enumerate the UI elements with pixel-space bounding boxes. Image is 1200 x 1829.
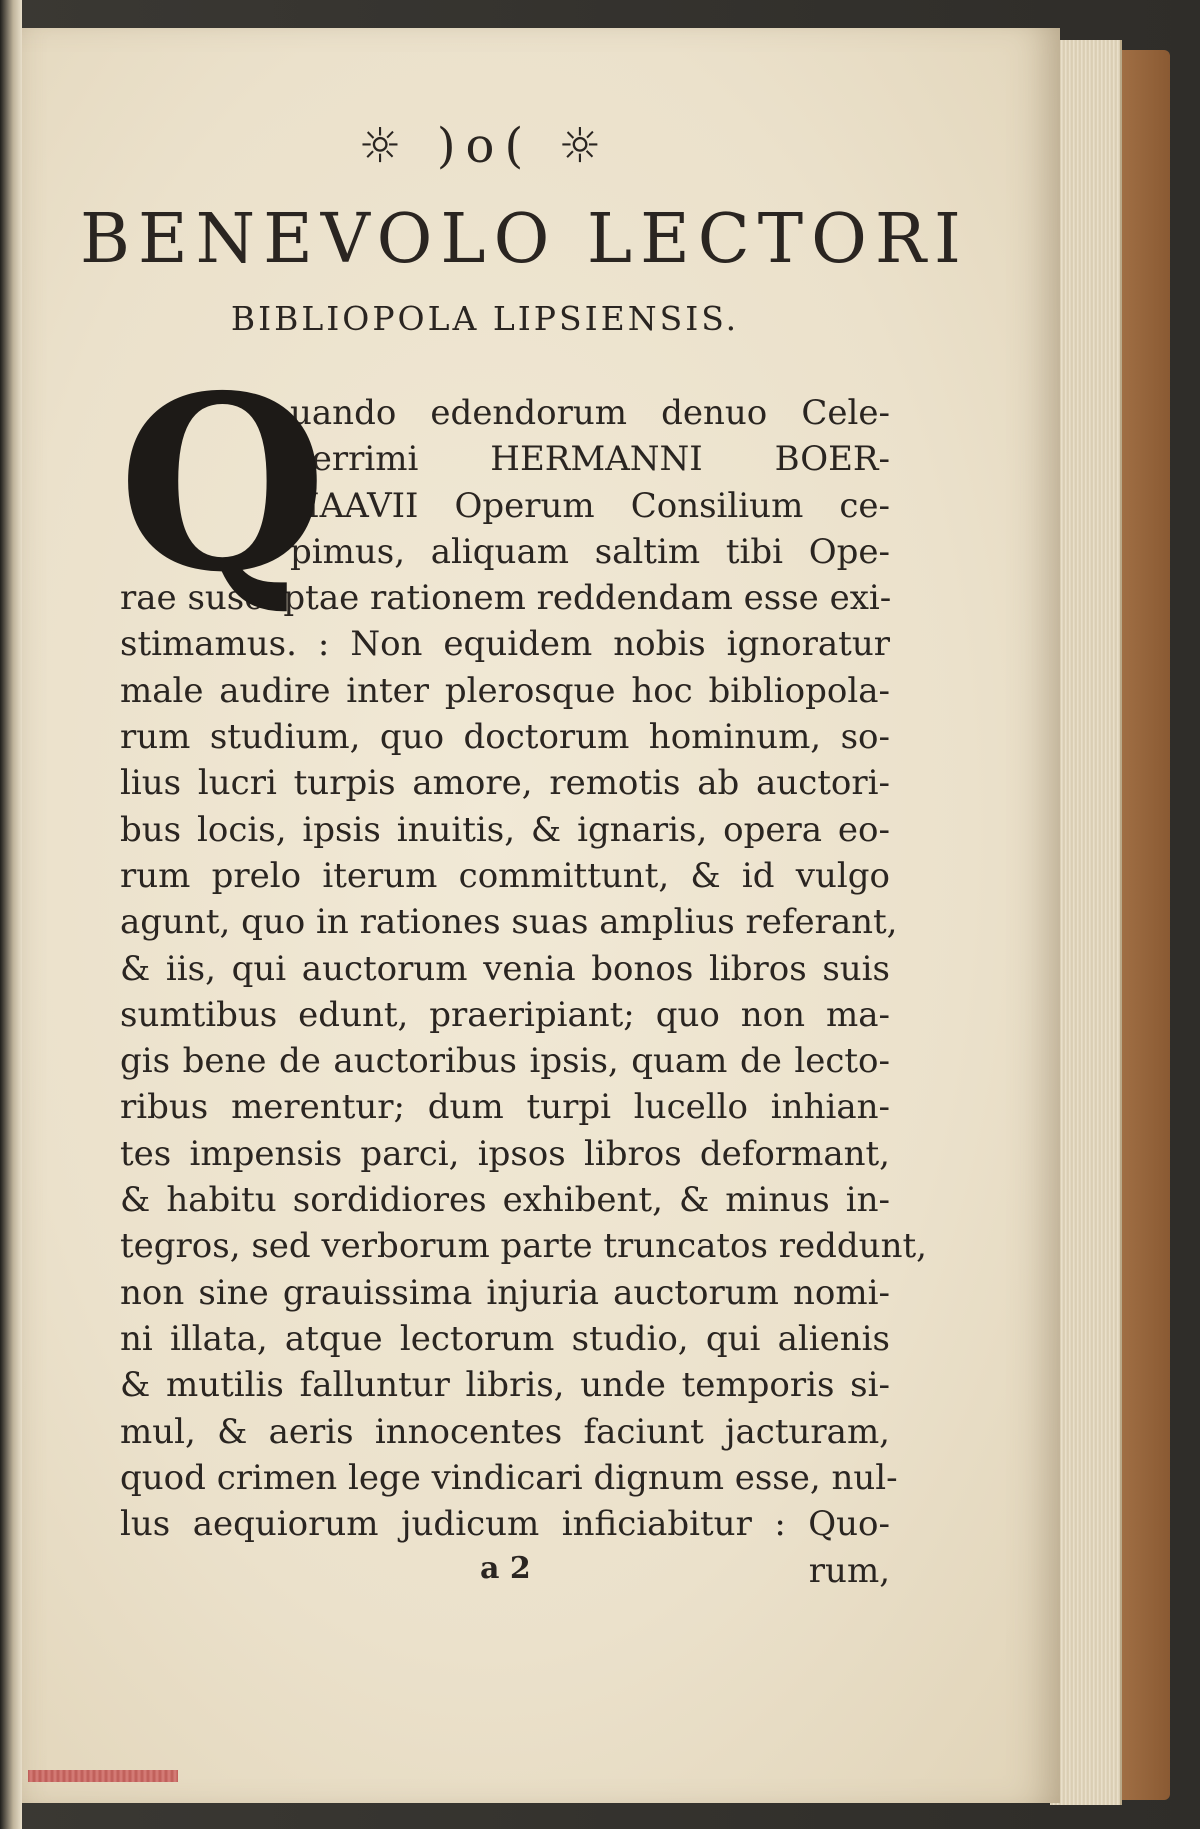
text-line: uando edendorum denuo Cele- [290, 393, 890, 433]
text-line: mul, & aeris innocentes faciunt jacturam, [120, 1411, 890, 1452]
text-line: tes impensis parci, ipsos libros deformant, [120, 1133, 890, 1174]
text-line: ni illata, atque lectorum studio, qui alienis [120, 1318, 890, 1359]
text-line: pimus, aliquam saltim tibi Ope- [290, 531, 890, 572]
text-line: quod crimen lege vindicari dignum esse, nul- [120, 1457, 898, 1498]
page-title: BENEVOLO LECTORI [80, 200, 969, 279]
page-subtitle: BIBLIOPOLA LIPSIENSIS. [230, 299, 740, 338]
text-line: rum studium, quo doctorum hominum, so- [120, 717, 890, 758]
signature-mark: a 2 [480, 1551, 531, 1587]
text-line: lus aequiorum judicum inficiabitur : Quo- [120, 1504, 890, 1545]
text-line: & mutilis falluntur libris, unde temporis si- [120, 1365, 890, 1406]
page-footer [120, 1551, 890, 1595]
text-line: male audire inter plerosque hoc bibliopola- [120, 670, 890, 711]
text-line: sumtibus edunt, praeripiant; quo non ma- [120, 994, 890, 1035]
text-line: bus locis, ipsis inuitis, & ignaris, opera eo- [120, 809, 890, 850]
page-edges [1050, 40, 1122, 1805]
text-line: & iis, qui auctorum venia bonos libros suis [120, 948, 890, 989]
text-line: tegros, sed verborum parte truncatos reddunt, [120, 1226, 927, 1267]
text-line: berrimi HERMANNI BOER- [290, 439, 890, 480]
text-line: rae susceptae rationem reddendam esse exi- [120, 578, 892, 619]
red-page-edge [28, 1770, 178, 1782]
text-line: non sine grauissima injuria auctorum nomi- [120, 1272, 890, 1313]
text-line: ribus merentur; dum turpi lucello inhian- [120, 1087, 890, 1128]
text-line: agunt, quo in rationes suas amplius referant, [120, 902, 898, 943]
page-text-block [80, 100, 969, 1595]
catchword: rum, [808, 1551, 890, 1592]
text-line: lius lucri turpis amore, remotis ab auctori- [120, 763, 890, 804]
drop-cap: Q [118, 343, 328, 625]
header-ornament: ☼ )o( ☼ [358, 118, 612, 174]
text-line: rum prelo iterum committunt, & id vulgo [120, 855, 890, 896]
body-text [118, 343, 927, 1547]
text-line: HAAVII Operum Consilium ce- [290, 485, 890, 526]
text-line: gis bene de auctoribus ipsis, quam de lecto- [120, 1041, 890, 1082]
text-line: stimamus. : Non equidem nobis ignoratur [120, 624, 890, 665]
book-gutter [0, 0, 22, 1829]
text-line: & habitu sordidiores exhibent, & minus in- [120, 1180, 890, 1221]
